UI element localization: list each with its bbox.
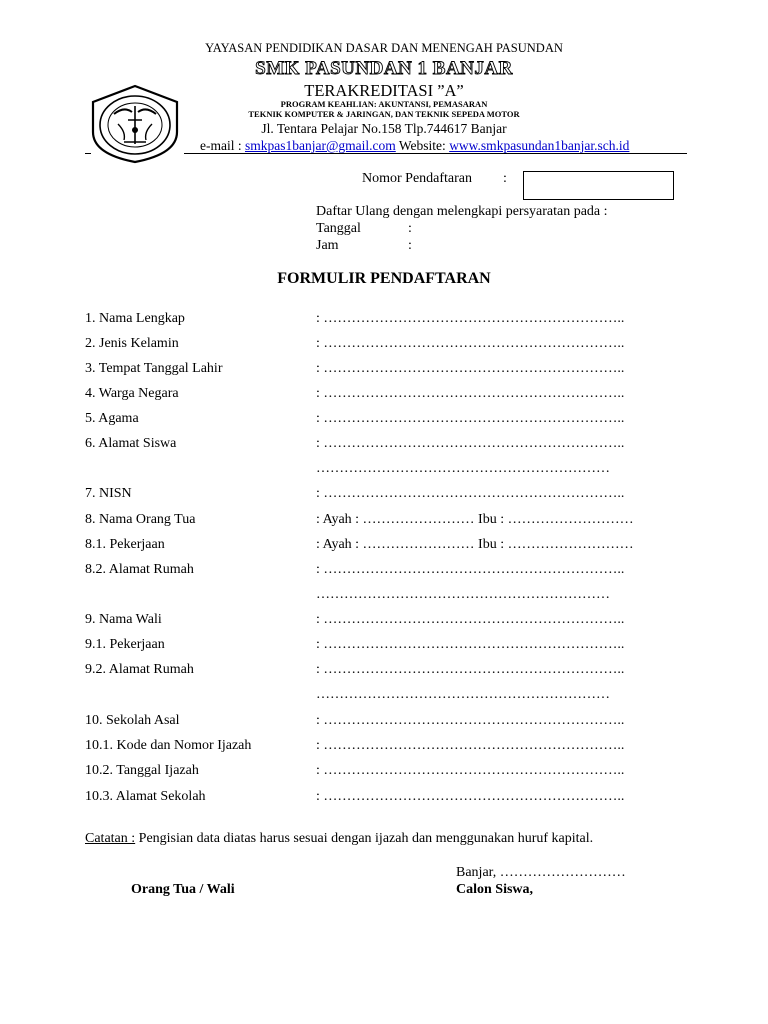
field-label: 10.2. Tanggal Ijazah [85,763,199,778]
field-value[interactable]: : ……………………………………………………….. [316,662,625,677]
header-divider [184,153,687,154]
field-value[interactable]: : ……………………………………………………….. [316,637,625,652]
field-label: 6. Alamat Siswa [85,436,177,451]
reregister-time-label: Jam [316,238,339,253]
field-value[interactable]: : ……………………………………………………….. [316,486,625,501]
foundation-name: YAYASAN PENDIDIKAN DASAR DAN MENENGAH PASUNDAN [205,41,563,55]
field-value[interactable]: : ……………………………………………………….. [316,789,625,804]
accreditation: TERAKREDITASI ”A” [304,81,464,100]
website-link[interactable]: www.smkpasundan1banjar.sch.id [449,138,630,153]
registration-number-box[interactable] [523,171,674,200]
contact-line [200,138,629,154]
reregister-date-label: Tanggal [316,221,361,236]
field-value[interactable]: : ……………………………………………………….. [316,386,625,401]
field-value[interactable]: ……………………………………………………… [316,461,610,476]
field-label: 8.2. Alamat Rumah [85,562,194,577]
programs-line-1: PROGRAM KEAHLIAN: AKUNTANSI, PEMASARAN [280,99,488,109]
field-label: 1. Nama Lengkap [85,311,185,326]
field-value[interactable]: : Ayah : …………………… Ibu : ……………………… [316,537,634,552]
field-label: 3. Tempat Tanggal Lahir [85,361,223,376]
field-value[interactable]: : ……………………………………………………….. [316,713,625,728]
field-label: 9. Nama Wali [85,612,162,627]
field-label: 8. Nama Orang Tua [85,512,196,527]
email-link[interactable]: smkpas1banjar@gmail.com [244,138,396,153]
field-value[interactable]: : ……………………………………………………….. [316,562,625,577]
form-title: FORMULIR PENDAFTARAN [277,270,491,287]
field-value[interactable]: : ……………………………………………………….. [316,612,625,627]
field-label: 8.1. Pekerjaan [85,537,165,552]
field-label: 10.1. Kode dan Nomor Ijazah [85,738,252,753]
field-label: 7. NISN [85,486,132,501]
field-value[interactable]: : ……………………………………………………….. [316,738,625,753]
field-value[interactable]: : ……………………………………………………….. [316,311,625,326]
field-label: 4. Warga Negara [85,386,179,401]
reregister-date-colon: : [408,221,412,236]
school-name: SMK PASUNDAN 1 BANJAR [255,58,513,79]
field-value[interactable]: ……………………………………………………… [316,687,610,702]
field-label: 10. Sekolah Asal [85,713,180,728]
field-value[interactable]: : Ayah : …………………… Ibu : ……………………… [316,512,634,527]
field-value[interactable]: ……………………………………………………… [316,587,610,602]
registration-number-colon: : [503,171,507,186]
field-label: 9.2. Alamat Rumah [85,662,194,677]
field-value[interactable]: : ……………………………………………………….. [316,763,625,778]
field-label: 5. Agama [85,411,139,426]
parent-signature-label: Orang Tua / Wali [131,882,235,897]
field-label: 2. Jenis Kelamin [85,336,179,351]
note-text: Pengisian data diatas harus sesuai dengan ijazah dan menggunakan huruf kapital. [135,831,594,846]
place-date: Banjar, ……………………… [456,865,626,880]
field-label: 10.3. Alamat Sekolah [85,789,206,804]
school-address: Jl. Tentara Pelajar No.158 Tlp.744617 Banjar [261,121,507,136]
header-divider-left [85,153,91,154]
field-value[interactable]: : ……………………………………………………….. [316,361,625,376]
field-value[interactable]: : ……………………………………………………….. [316,336,625,351]
note-label: Catatan : [85,831,136,846]
programs-line-2: TEKNIK KOMPUTER & JARINGAN, DAN TEKNIK SEPEDA MOTOR [248,109,520,119]
registration-number-label: Nomor Pendaftaran [362,171,473,186]
field-value[interactable]: : ……………………………………………………….. [316,436,625,451]
note [85,831,593,847]
student-signature-label: Calon Siswa, [456,882,534,897]
field-value[interactable]: : ……………………………………………………….. [316,411,625,426]
reregister-time-colon: : [408,238,412,253]
field-label: 9.1. Pekerjaan [85,637,165,652]
reregister-note: Daftar Ulang dengan melengkapi persyaratan pada : [316,204,608,219]
email-label: e-mail : [200,138,242,153]
website-label: Website: [395,138,446,153]
